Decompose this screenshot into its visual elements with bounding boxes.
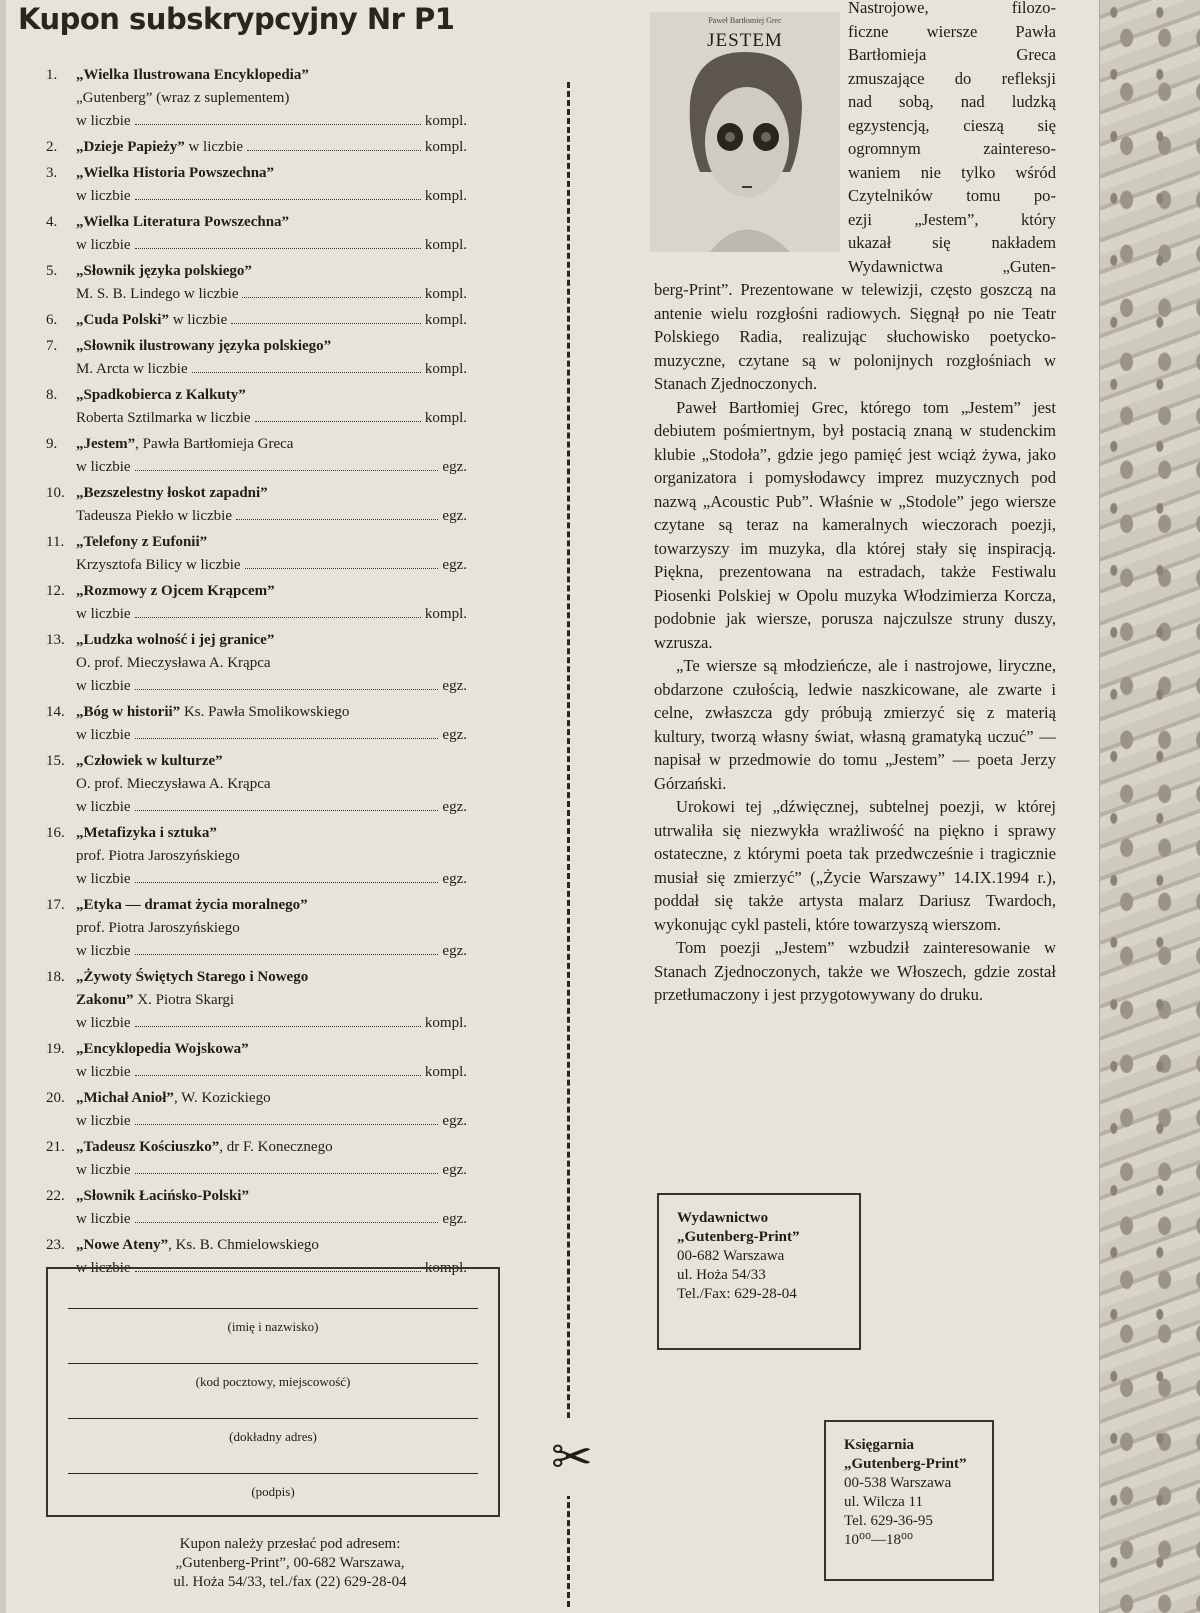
item-number: 19.	[46, 1041, 65, 1057]
quantity-line: „Cuda Polski” w liczbie kompl.	[76, 309, 467, 332]
quantity-field[interactable]	[135, 1014, 421, 1027]
item-title-line: „Gutenberg” (wraz z suplementem)	[76, 90, 290, 106]
item-number: 18.	[46, 969, 65, 985]
signature-field[interactable]	[68, 1472, 478, 1500]
quantity-line: w liczbie kompl.	[76, 1012, 467, 1035]
item-number: 2.	[46, 139, 58, 155]
article-intro-line: zmuszające do refleksji	[848, 68, 1056, 88]
item-number: 11.	[46, 534, 65, 550]
quantity-field[interactable]	[135, 1063, 421, 1076]
publisher-street: ul. Hoża 54/33	[677, 1267, 766, 1283]
item-number: 6.	[46, 312, 58, 328]
name-field[interactable]	[68, 1307, 478, 1335]
article	[654, 0, 1056, 1007]
address-label: (dokładny adres)	[229, 1429, 317, 1444]
item-title-line: „Spadkobierca z Kalkuty”	[76, 387, 246, 403]
quantity-field[interactable]	[135, 187, 421, 200]
publisher-box	[657, 1193, 861, 1350]
item-title-line: „Telefony z Eufonii”	[76, 534, 208, 550]
item-number: 20.	[46, 1090, 65, 1106]
quantity-line: w liczbie kompl.	[76, 603, 467, 626]
quantity-field[interactable]	[135, 458, 439, 471]
item-number: 7.	[46, 338, 58, 354]
quantity-field[interactable]	[135, 798, 439, 811]
quantity-field[interactable]	[231, 311, 421, 324]
item-title-line: „Bóg w historii” Ks. Pawła Smolikowskiego	[76, 704, 350, 720]
item-number: 3.	[46, 165, 58, 181]
article-intro-line: Bartłomieja Greca	[848, 45, 1056, 64]
book-author: Paweł Bartłomiej Grec	[708, 16, 782, 25]
article-intro-line: nad sobą, nad ludzką	[848, 92, 1056, 111]
item-title-line: „Michał Anioł”, W. Kozickiego	[76, 1090, 271, 1106]
item-title-line: „Wielka Literatura Powszechna”	[76, 214, 290, 230]
article-intro-line: egzystencją, cieszą się	[848, 115, 1056, 135]
quantity-line: Roberta Sztilmarka w liczbie kompl.	[76, 407, 467, 430]
quantity-line: w liczbie egz.	[76, 868, 467, 891]
unit-label: egz.	[442, 508, 467, 524]
item-title-line: prof. Piotra Jaroszyńskiego	[76, 848, 240, 864]
item-title-line: O. prof. Mieczysława A. Krąpca	[76, 655, 271, 671]
coupon-item	[42, 335, 467, 381]
unit-label: kompl.	[424, 361, 467, 377]
unit-label: egz.	[442, 943, 467, 959]
item-title-line: „Człowiek w kulturze”	[76, 753, 223, 769]
coupon-item	[42, 822, 467, 891]
quantity-line: Tadeusza Piekło w liczbie egz.	[76, 505, 467, 528]
unit-label: kompl.	[424, 410, 467, 426]
quantity-field[interactable]	[135, 726, 439, 739]
quantity-field[interactable]	[135, 1112, 439, 1125]
quantity-field[interactable]	[242, 285, 420, 298]
item-title-line: prof. Piotra Jaroszyńskiego	[76, 920, 240, 936]
coupon-item	[42, 260, 467, 306]
coupon-item	[42, 1087, 467, 1133]
quantity-field[interactable]	[255, 409, 421, 422]
coupon-item	[42, 1038, 467, 1084]
quantity-line: w liczbie kompl.	[76, 1257, 467, 1280]
item-title-line: „Ludzka wolność i jej granice”	[76, 632, 275, 648]
bookstore-box	[824, 1420, 994, 1581]
article-intro-line: ogromnym zaintereso-	[848, 139, 1056, 158]
coupon-item	[42, 701, 467, 747]
coupon-item	[42, 482, 467, 528]
cut-line	[567, 82, 570, 1607]
quantity-line: w liczbie kompl.	[76, 1061, 467, 1084]
coupon-item	[42, 136, 467, 159]
coupon-item	[42, 1136, 467, 1182]
postal-field[interactable]	[68, 1362, 478, 1390]
name-label: (imię i nazwisko)	[227, 1319, 319, 1334]
coupon-item	[42, 162, 467, 208]
quantity-line: M. Arcta w liczbie kompl.	[76, 358, 467, 381]
quantity-field[interactable]	[135, 112, 421, 125]
item-title-line: „Żywoty Świętych Starego i Nowego	[76, 969, 309, 985]
unit-label: kompl.	[424, 286, 467, 302]
item-number: 1.	[46, 67, 58, 83]
bookstore-phone: Tel. 629-36-95	[844, 1513, 933, 1529]
article-intro-line: ezji „Jestem”, który	[848, 209, 1056, 229]
article-intro-line: ukazał się nakładem	[848, 233, 1056, 252]
item-number: 15.	[46, 753, 65, 769]
quantity-field[interactable]	[135, 605, 421, 618]
quantity-line: w liczbie kompl.	[76, 234, 467, 257]
quantity-line: w liczbie egz.	[76, 1208, 467, 1231]
article-intro-line: waniem nie tylko wśród	[848, 162, 1056, 182]
unit-label: egz.	[442, 1113, 467, 1129]
quantity-field[interactable]	[135, 677, 439, 690]
item-number: 4.	[46, 214, 58, 230]
address-field[interactable]	[68, 1417, 478, 1445]
quantity-line: w liczbie kompl.	[76, 110, 467, 133]
article-paragraph-3: „Te wiersze są młodzieńcze, ale i nastrojowe, liryczne, obdarzone czułością, ledwie naszkicowane, ale zwarte i celne, zwłaszcza gdy próbują zmierzyć się z materią kultury, tworzą własny świat, własną gramatyką uczuć” — napisał w przedmowie do tomu „Jestem” — poeta Jerzy Górzański.	[654, 656, 1056, 793]
item-title-line: „Słownik ilustrowany języka polskiego”	[76, 338, 332, 354]
unit-label: egz.	[442, 871, 467, 887]
quantity-line: „Dzieje Papieży” w liczbie kompl.	[76, 136, 467, 159]
article-paragraph-4: Urokowi tej „dźwięcznej, subtelnej poezji, w której utrwaliła się niezwykła wrażliwość na piękno i sprawy ostateczne, z którymi poeta tak przedwcześnie i tragicznie musiał się zmierzyć” („Życie Warszawy” 14.IX.1994 r.), poddał się także artysta malarz Dariusz Twardoch, wykonując cykl pasteli, które towarzyszą wierszom.	[654, 797, 1056, 934]
unit-label: kompl.	[424, 1260, 467, 1276]
quantity-line: w liczbie egz.	[76, 1110, 467, 1133]
item-number: 13.	[46, 632, 65, 648]
quantity-field[interactable]	[135, 1161, 439, 1174]
article-paragraph-2: Paweł Bartłomiej Grec, którego tom „Jestem” jest debiutem pośmiertnym, był postacią znaną w studenckim klubie „Stodoła”, gdzie jego pamięć jest wciąż żywa, jako organizatora i pomysłodawcy imprez muzycznych pod nazwą „Acoustic Pub”. Właśnie w „Stodole” jego wiersze czytane są teraz na kameralnych wieczorach poezji, towarzyszy im muzyka, dla której stały się inspiracją. Piękna, prezentowana na estradach, także Festiwalu Piosenki Polskiej w Opolu muzyka Włodzimierza Korcza, podobnie jak wiersze, porusza najczulsze struny duszy, wzrusza.	[654, 397, 1056, 652]
item-title-line: „Jestem”, Pawła Bartłomieja Greca	[76, 436, 294, 452]
unit-label: egz.	[442, 678, 467, 694]
article-intro-line: Wydawnictwa „Guten-	[848, 256, 1056, 276]
quantity-field[interactable]	[247, 138, 421, 151]
quantity-line: w liczbie egz.	[76, 796, 467, 819]
quantity-line: w liczbie egz.	[76, 724, 467, 747]
item-number: 8.	[46, 387, 58, 403]
item-number: 5.	[46, 263, 58, 279]
quantity-field[interactable]	[135, 1210, 439, 1223]
quantity-field[interactable]	[245, 556, 439, 569]
unit-label: kompl.	[424, 1015, 467, 1031]
unit-label: egz.	[442, 727, 467, 743]
item-title-line: „Etyka — dramat życia moralnego”	[76, 897, 308, 913]
quantity-field[interactable]	[135, 942, 439, 955]
unit-label: kompl.	[424, 312, 467, 328]
unit-label: kompl.	[424, 237, 467, 253]
bookstore-company: „Gutenberg-Print”	[844, 1456, 967, 1472]
item-number: 22.	[46, 1188, 65, 1204]
article-intro-line: ficzne wiersze Pawła	[848, 21, 1056, 41]
coupon-item	[42, 629, 467, 698]
quantity-line: w liczbie egz.	[76, 940, 467, 963]
quantity-line: Krzysztofa Bilicy w liczbie egz.	[76, 554, 467, 577]
quantity-line: w liczbie egz.	[76, 675, 467, 698]
coupon-item	[42, 580, 467, 626]
coupon-item	[42, 1185, 467, 1231]
item-title-line: „Wielka Ilustrowana Encyklopedia”	[76, 67, 309, 83]
bookstore-hours: 10⁰⁰—18⁰⁰	[844, 1532, 914, 1548]
bookstore-name: Księgarnia	[844, 1437, 914, 1453]
item-title-line: „Rozmowy z Ojcem Krąpcem”	[76, 583, 275, 599]
publisher-name: Wydawnictwo	[677, 1210, 769, 1226]
quantity-field[interactable]	[135, 236, 421, 249]
bookstore-street: ul. Wilcza 11	[844, 1494, 923, 1510]
coupon-item	[42, 211, 467, 257]
item-title-line: „Nowe Ateny”, Ks. B. Chmielowskiego	[76, 1237, 319, 1253]
publisher-phone: Tel./Fax: 629-28-04	[677, 1286, 797, 1302]
send-note: Kupon należy przesłać pod adresem: „Gutenberg-Print”, 00-682 Warszawa, ul. Hoża 54/33, tel./fax (22) 629-28-04	[173, 1536, 407, 1590]
quantity-field[interactable]	[236, 507, 438, 520]
unit-label: kompl.	[424, 113, 467, 129]
page-edge	[0, 0, 6, 1613]
item-title-line: „Bezszelestny łoskot zapadni”	[76, 485, 268, 501]
coupon-item	[42, 64, 467, 133]
quantity-field[interactable]	[192, 360, 421, 373]
coupon-title: Kupon subskrypcyjny Nr P1	[18, 2, 455, 36]
item-number: 14.	[46, 704, 65, 720]
quantity-field[interactable]	[135, 870, 439, 883]
bookstore-city: 00-538 Warszawa	[844, 1475, 952, 1491]
item-number: 10.	[46, 485, 65, 501]
coupon-item	[42, 750, 467, 819]
article-intro	[848, 0, 1056, 278]
item-title-line: Zakonu” X. Piotra Skargi	[76, 992, 235, 1008]
article-intro-line: Czytelników tomu po-	[848, 186, 1056, 205]
unit-label: egz.	[442, 1211, 467, 1227]
item-title-line: O. prof. Mieczysława A. Krąpca	[76, 776, 271, 792]
scissors-icon: ✂	[551, 1418, 585, 1496]
article-intro-line: Nastrojowe, filozo-	[848, 0, 1056, 17]
item-title-line: „Słownik języka polskiego”	[76, 263, 252, 279]
address-form	[46, 1267, 500, 1517]
item-title-line: „Wielka Historia Powszechna”	[76, 165, 275, 181]
signature-label: (podpis)	[251, 1484, 295, 1499]
coupon-item	[42, 433, 467, 479]
unit-label: egz.	[442, 557, 467, 573]
unit-label: kompl.	[424, 606, 467, 622]
decorative-border	[1099, 0, 1200, 1613]
item-number: 17.	[46, 897, 65, 913]
quantity-line: w liczbie kompl.	[76, 185, 467, 208]
item-title-line: „Metafizyka i sztuka”	[76, 825, 217, 841]
coupon-list	[42, 64, 467, 1283]
quantity-line: w liczbie egz.	[76, 1159, 467, 1182]
publisher-city: 00-682 Warszawa	[677, 1248, 785, 1264]
quantity-line: M. S. B. Lindego w liczbie kompl.	[76, 283, 467, 306]
item-title-line: „Słownik Łacińsko-Polski”	[76, 1188, 249, 1204]
publisher-company: „Gutenberg-Print”	[677, 1229, 800, 1245]
item-number: 9.	[46, 436, 58, 452]
coupon-item	[42, 384, 467, 430]
unit-label: egz.	[442, 799, 467, 815]
item-number: 21.	[46, 1139, 65, 1155]
item-number: 23.	[46, 1237, 65, 1253]
unit-label: kompl.	[424, 139, 467, 155]
item-number: 16.	[46, 825, 65, 841]
item-title-line: „Encyklopedia Wojskowa”	[76, 1041, 249, 1057]
quantity-line: w liczbie egz.	[76, 456, 467, 479]
book-title: JESTEM	[707, 30, 783, 51]
unit-label: kompl.	[424, 1064, 467, 1080]
postal-label: (kod pocztowy, miejscowość)	[195, 1374, 351, 1389]
article-paragraph-1: berg-Print”. Prezentowane w telewizji, często goszczą na antenie wielu rozgłośni radiowych. Sięgnął po nie Teatr Polskiego Radia, realizując słuchowisko poetycko-muzyczne, czytane są w polonijnych rozgłośniach w Stanach Zjednoczonych.	[654, 280, 1056, 393]
item-number: 12.	[46, 583, 65, 599]
coupon-item	[42, 966, 467, 1035]
coupon-item	[42, 309, 467, 332]
article-paragraph-5: Tom poezji „Jestem” wzbudził zainteresowanie w Stanach Zjednoczonych, także we Włoszech, gdzie został przetłumaczony i jest przygotowywany do druku.	[654, 938, 1056, 1004]
unit-label: egz.	[442, 1162, 467, 1178]
coupon-item	[42, 531, 467, 577]
coupon-item	[42, 894, 467, 963]
item-title-line: „Tadeusz Kościuszko”, dr F. Konecznego	[76, 1139, 333, 1155]
unit-label: kompl.	[424, 188, 467, 204]
unit-label: egz.	[442, 459, 467, 475]
